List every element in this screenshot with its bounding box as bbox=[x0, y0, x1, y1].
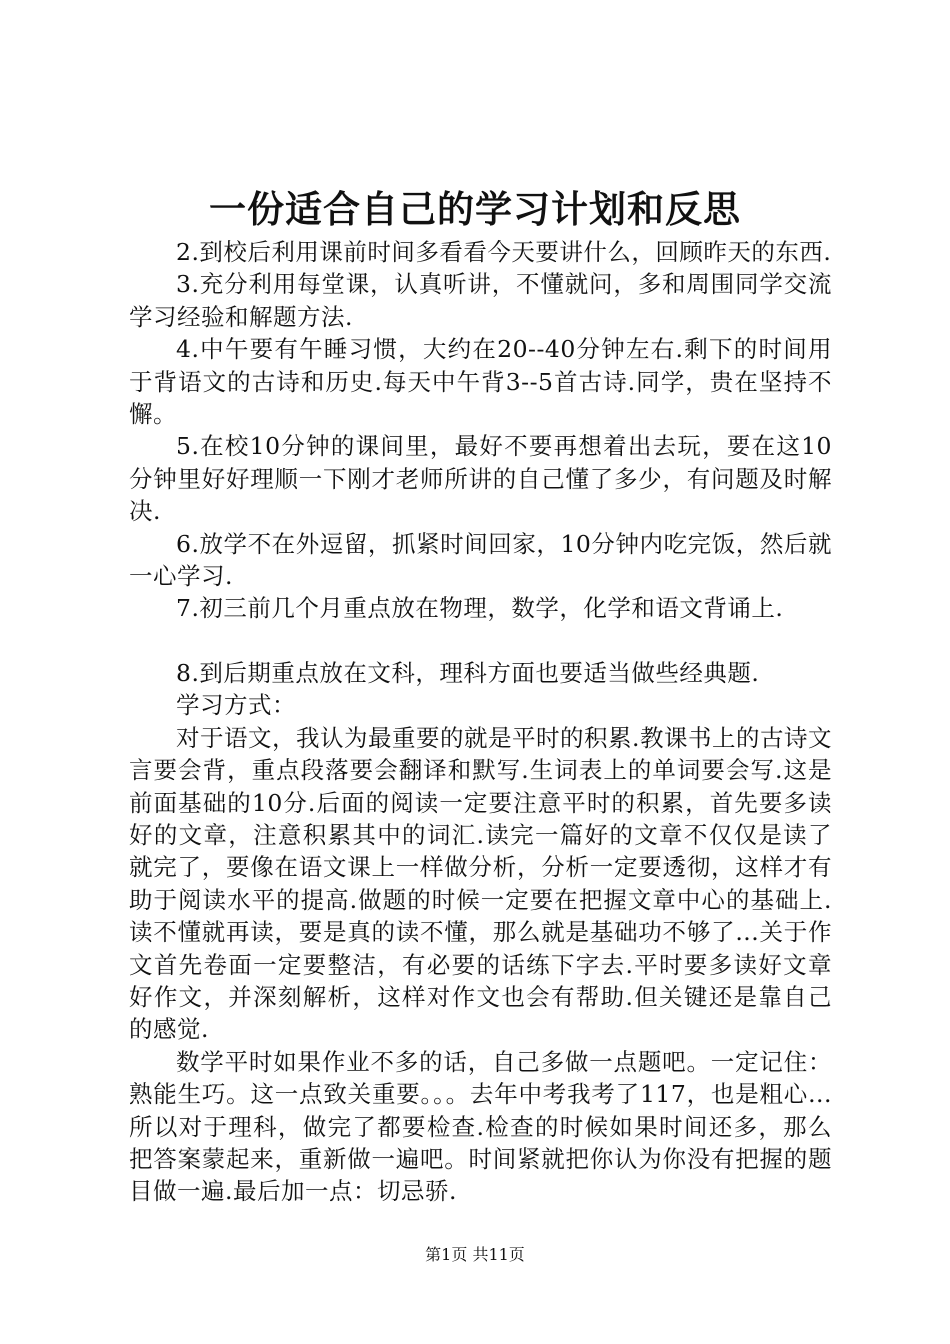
paragraph-item-8: 8.到后期重点放在文科，理科方面也要适当做些经典题. bbox=[176, 658, 760, 687]
paragraph-item-3: 3.充分利用每堂课，认真听讲，不懂就问，多和周围同学交流学习经验和解题方法. bbox=[129, 270, 832, 331]
page-title: 一份适合自己的学习计划和反思 bbox=[209, 187, 741, 231]
page-footer: 第1页 共11页 bbox=[425, 1245, 525, 1264]
paragraph-item-4: 4.中午要有午睡习惯，大约在20--40分钟左右.剩下的时间用于背语文的古诗和历史.每天中午背3--5首古诗.同学，贵在坚持不懈。 bbox=[129, 335, 832, 429]
paragraph-chinese: 对于语文，我认为最重要的就是平时的积累.教课书上的古诗文言要会背，重点段落要会翻译和默写.生词表上的单词要会写.这是前面基础的10分.后面的阅读一定要注意平时的积累，首先要多读好的文章，注意积累其中的词汇.读完一篇好的文章不仅仅是读了就完了，要像在语文课上一样做分析，分析一定要透彻，这样才有助于阅读水平的提高.做题的时候一定要在把握文章中心的基础上.读不懂就再读，要是真的读不懂，那么就是基础功不够了...关于作文首先卷面一定要整洁，有必要的话练下字去.平时要多读好文章好作文，并深刻解析，这样对作文也会有帮助.但关键还是靠自己的感觉. bbox=[129, 723, 832, 1044]
paragraph-item-6: 6.放学不在外逗留，抓紧时间回家，10分钟内吃完饭，然后就一心学习. bbox=[129, 529, 832, 591]
document-body bbox=[129, 236, 832, 1208]
paragraph-item-7: 7.初三前几个月重点放在物理，数学，化学和语文背诵上. bbox=[176, 594, 784, 623]
paragraph-item-5: 5.在校10分钟的课间里，最好不要再想着出去玩，要在这10分钟里好好理顺一下刚才老师所讲的自己懂了多少，有问题及时解决. bbox=[129, 432, 832, 526]
section-heading-study-method: 学习方式： bbox=[176, 691, 296, 720]
paragraph-math: 数学平时如果作业不多的话，自己多做一点题吧。一定记住：熟能生巧。这一点致关重要。。。去年中考我考了117，也是粗心...所以对于理科，做完了都要检查.检查的时候如果时间还多，那么把答案蒙起来，重新做一遍吧。时间紧就把你认为你没有把握的题目做一遍.最后加一点：切忌骄. bbox=[129, 1047, 832, 1206]
paragraph-item-2: 2.到校后利用课前时间多看看今天要讲什么，回顾昨天的东西. bbox=[176, 238, 832, 266]
